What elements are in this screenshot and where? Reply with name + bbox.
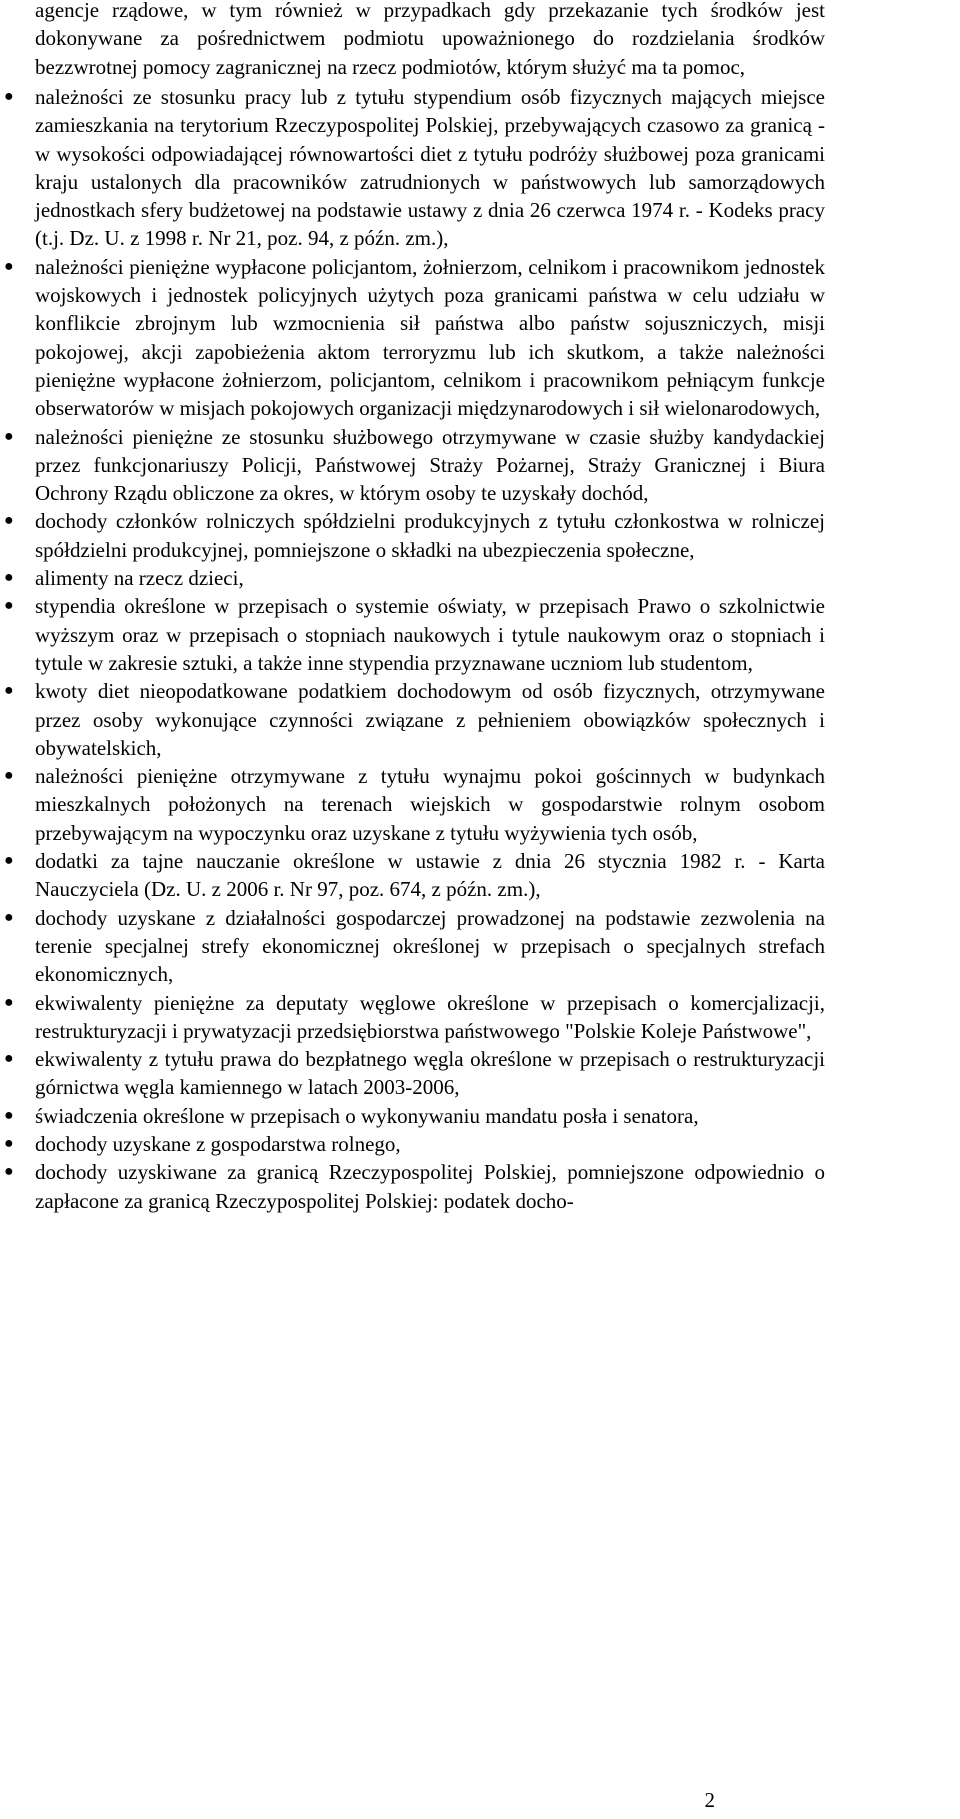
list-item-text: dochody członków rolniczych spółdzielni produkcyjnych z tytułu członkostwa w rolniczej spółdzielni produkcyjnej, pomniejszone o składki na ubezpieczenia społeczne, <box>35 509 825 562</box>
bullet-dot-icon: ● <box>4 1163 14 1181</box>
list-item-text: ekwiwalenty z tytułu prawa do bezpłatnego węgla określone w przepisach o restrukturyzacji górnictwa węgla kamiennego w latach 2003-2006, <box>35 1047 825 1100</box>
list-item <box>0 989 825 1046</box>
list-item-text: ekwiwalenty pieniężne za deputaty węglowe określone w przepisach o komercjalizacji, restrukturyzacji i prywatyzacji przedsiębiorstwa państwowego "Polskie Koleje Państwowe", <box>35 990 825 1043</box>
bullet-dot-icon: ● <box>4 257 14 275</box>
bullet-dot-icon: ● <box>4 1106 14 1124</box>
bullet-dot-icon: ● <box>4 427 14 445</box>
continuation-paragraph: agencje rządowe, w tym również w przypadkach gdy przekazanie tych środków jest dokonywane za pośrednictwem podmiotu upoważnionego do rozdzielania środków bezzwrotnej pomocy zagranicznej na rzecz podmiotów, którym służyć ma ta pomoc, <box>35 0 825 79</box>
bullet-dot-icon: ● <box>4 682 14 700</box>
list-item <box>0 1045 825 1102</box>
list-item-text: świadczenia określone w przepisach o wykonywaniu mandatu posła i senatora, <box>35 1103 699 1128</box>
list-item <box>0 762 825 847</box>
list-item-text: należności ze stosunku pracy lub z tytułu stypendium osób fizycznych mających miejsce zamieszkania na terytorium Rzeczypospolitej Polskiej, przebywających czasowo za granicą - w wysokości odpowiadającej równowartości diet z tytułu podróży służbowej poza granicami kraju ustalonych dla pracowników zatrudnionych w państwowych lub samorządowych jednostkach sfery budżetowej na podstawie ustawy z dnia 26 czerwca 1974 r. - Kodeks pracy (t.j. Dz. U. z 1998 r. Nr 21, poz. 94, z późn. zm.), <box>35 85 825 251</box>
list-item <box>0 904 825 989</box>
bullet-dot-icon: ● <box>4 88 14 105</box>
bullet-dot-icon: ● <box>4 569 14 587</box>
bullet-dot-icon: ● <box>4 852 14 870</box>
bullet-dot-icon: ● <box>4 597 14 615</box>
bullet-dot-icon: ● <box>4 908 14 926</box>
list-item <box>0 423 825 508</box>
list-item-text: należności pieniężne wypłacone policjantom, żołnierzom, celnikom i pracownikom jednostek wojskowych i jednostek policyjnych użytych poza granicami państwa w celu udziału w konflikcie zbrojnym lub wzmocnienia sił państwa albo państw sojuszniczych, misji pokojowej, akcji zapobieżenia aktom terroryzmu lub ich skutkom, a także należności pieniężne wypłacone żołnierzom, policjantom, celnikom i pracownikom pełniącym funkcje obserwatorów w misjach pokojowych organizacji międzynarodowych i sił wielonarodowych, <box>35 254 825 421</box>
list-item-text: dochody uzyskiwane za granicą Rzeczypospolitej Polskiej, pomniejszone odpowiednio o zapłacone za granicą Rzeczypospolitej Polskiej: podatek docho- <box>35 1160 825 1213</box>
list-item <box>0 507 825 564</box>
list-item <box>0 564 825 592</box>
income-list <box>0 83 825 1215</box>
list-item-text: stypendia określone w przepisach o systemie oświaty, w przepisach Prawo o szkolnictwie wyższym oraz w przepisach o stopniach naukowych i tytule naukowym oraz o stopniach i tytule w zakresie sztuki, a także inne stypendia przyznawane uczniom lub studentom, <box>35 594 825 675</box>
list-item <box>0 1102 825 1130</box>
list-item-text: dochody uzyskane z działalności gospodarczej prowadzonej na podstawie zezwolenia na terenie specjalnej strefy ekonomicznej określonej w przepisach o specjalnych strefach ekonomicznych, <box>35 905 825 987</box>
list-item <box>0 83 825 253</box>
list-item <box>0 253 825 423</box>
list-item-text: należności pieniężne otrzymywane z tytułu wynajmu pokoi gościnnych w budynkach mieszkalnych położonych na terenach wiejskich w gospodarstwie rolnym osobom przebywającym na wypoczynku oraz uzyskane z tytułu wyżywienia tych osób, <box>35 764 825 845</box>
list-item-text: alimenty na rzecz dzieci, <box>35 566 244 591</box>
bullet-dot-icon: ● <box>4 1134 14 1152</box>
list-item <box>0 592 825 677</box>
list-item <box>0 1158 825 1215</box>
list-item-text: dodatki za tajne nauczanie określone w ustawie z dnia 26 stycznia 1982 r. - Karta Nauczyciela (Dz. U. z 2006 r. Nr 97, poz. 674, z późn. zm.), <box>35 849 825 902</box>
bullet-dot-icon: ● <box>4 1050 14 1068</box>
bullet-dot-icon: ● <box>4 767 14 785</box>
list-item <box>0 847 825 904</box>
list-item <box>0 1130 825 1158</box>
list-item-text: należności pieniężne ze stosunku służbowego otrzymywane w czasie służby kandydackiej przez funkcjonariuszy Policji, Państwowej Straży Pożarnej, Straży Granicznej i Biura Ochrony Rządu obliczone za okres, w którym osoby te uzyskały dochód, <box>35 424 825 506</box>
bullet-dot-icon: ● <box>4 512 14 530</box>
page-number: 2 <box>704 1788 715 1812</box>
list-item-text: kwoty diet nieopodatkowane podatkiem dochodowym od osób fizycznych, otrzymywane przez osoby wykonujące czynności związane z pełnieniem obowiązków społecznych i obywatelskich, <box>35 679 825 760</box>
list-item-text: dochody uzyskane z gospodarstwa rolnego, <box>35 1131 401 1156</box>
bullet-dot-icon: ● <box>4 993 14 1011</box>
list-item <box>0 677 825 762</box>
